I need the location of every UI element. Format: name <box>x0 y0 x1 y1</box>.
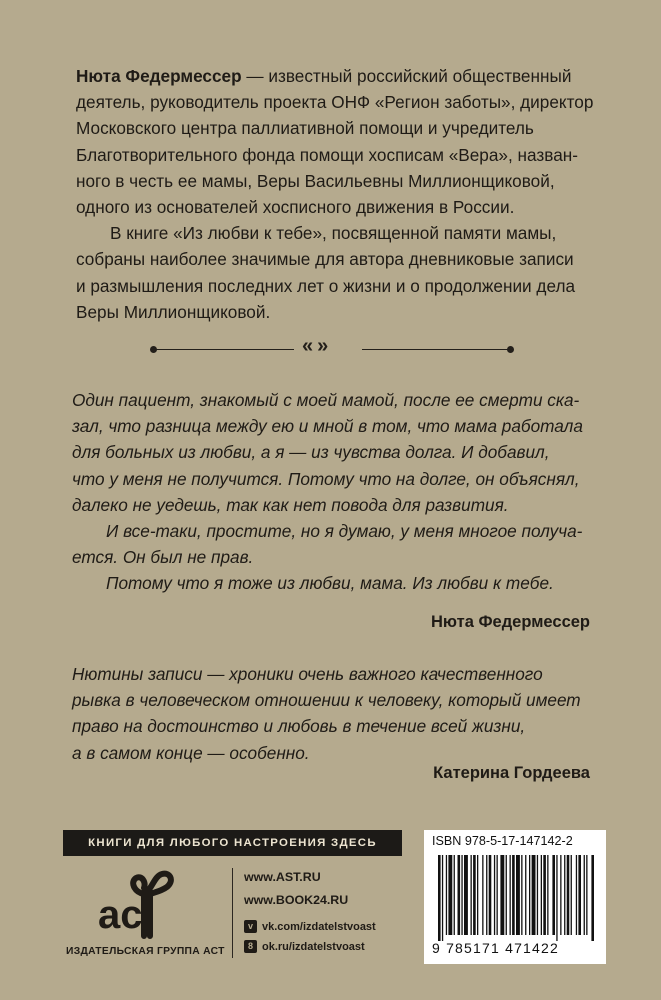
barcode-bar <box>567 855 570 935</box>
promo-banner: КНИГИ ДЛЯ ЛЮБОГО НАСТРОЕНИЯ ЗДЕСЬ <box>63 830 402 856</box>
barcode-bar <box>521 855 522 935</box>
barcode-bar <box>458 855 461 935</box>
barcode-bar <box>560 855 561 935</box>
barcode-bar <box>446 855 447 935</box>
review-line: а в самом конце — особенно. <box>72 742 310 763</box>
barcode-bar <box>461 855 462 935</box>
barcode-bar <box>529 855 530 935</box>
barcode-bar <box>552 855 555 935</box>
odnoklassniki-icon: 8 <box>244 940 257 953</box>
barcode-bar <box>448 855 452 935</box>
review-line: рывка в человеческом отношении к человеку, который имеет <box>72 690 581 711</box>
ast-logo <box>84 862 184 942</box>
quote-line: И все-таки, простите, но я думаю, у меня многое получа- <box>106 521 583 542</box>
barcode-bar <box>473 855 476 935</box>
barcode-bar <box>497 855 498 935</box>
isbn-barcode-box <box>424 830 606 964</box>
quote-line: для больных из любви, а я — из чувства долга. И добавил, <box>72 442 550 463</box>
bio-line: одного из основателей хосписного движения в России. <box>76 197 515 218</box>
barcode-bar <box>541 855 542 935</box>
divider-line <box>156 349 294 350</box>
review-text <box>72 661 602 766</box>
barcode-bar <box>482 855 483 935</box>
bio-line: Московского центра паллиативной помощи и учредитель <box>76 118 534 139</box>
barcode-bar <box>477 855 478 935</box>
barcode <box>434 855 598 941</box>
barcode-bar <box>516 855 520 935</box>
barcode-bar <box>471 855 472 935</box>
bio-line: деятель, руководитель проекта ОНФ «Регион заботы», директор <box>76 92 594 113</box>
divider-quote-marks: «» <box>302 335 333 357</box>
quote-line: что у меня не получится. Потому что на долге, он объяснял, <box>72 468 580 489</box>
barcode-bar <box>564 855 565 935</box>
divider-dot <box>507 346 514 353</box>
barcode-bar <box>442 855 443 941</box>
publisher-caption: ИЗДАТЕЛЬСКАЯ ГРУППА АСТ <box>66 946 225 957</box>
isbn-digits: 9 785171 471422 <box>432 940 559 956</box>
barcode-bar <box>532 855 536 935</box>
bio-line: и размышления последних лет о жизни и о продолжении дела <box>76 275 576 296</box>
bio-line: Веры Миллионщиковой. <box>76 301 271 322</box>
barcode-bar <box>489 855 492 935</box>
bio-line: ного в честь ее мамы, Веры Васильевны Миллионщиковой, <box>76 170 555 191</box>
barcode-bar <box>454 855 455 935</box>
barcode-bar <box>576 855 577 935</box>
review-line: Нютины записи — хроники очень важного качественного <box>72 664 543 684</box>
bio-line: В книге «Из любви к тебе», посвященной памяти мамы, <box>110 223 557 244</box>
site-link-ast[interactable]: www.AST.RU <box>244 870 321 884</box>
logo-text: ас <box>98 893 143 937</box>
ornament-divider <box>150 335 514 360</box>
barcode-bar <box>547 855 548 935</box>
review-line: право на достоинство и любовь в течение всей жизни, <box>72 716 526 737</box>
barcode-bar <box>438 855 441 941</box>
barcode-bar <box>571 855 572 935</box>
quote-signature: Нюта Федермессер <box>431 613 590 631</box>
author-quote <box>72 387 602 597</box>
bio-line: Благотворительного фонда помощи хосписам «Вера», назван- <box>76 144 578 165</box>
publisher-separator <box>232 868 233 958</box>
barcode-bar <box>591 855 594 941</box>
quote-line: Потому что я тоже из любви, мама. Из любви к тебе. <box>106 573 554 594</box>
author-bio: Нюта Федермессер — известный российский общественный деятель, руководитель проекта ОНФ «Регион заботы», директор Московского центра паллиативной помощи и учредитель Благотворительного фонда помощи хосписам «Вера», назван- ного в честь ее мамы, Веры Васильевны Миллионщиковой, одного из основателей хосписного движения в России. В книге «Из любви к тебе», посвященной памяти мамы, собраны наиболее значимые для автора дневниковые записи и размышления последних лет о жизни и о продолжении дела Веры Миллионщиковой. <box>76 63 596 325</box>
bio-line: собраны наиболее значимые для автора дневниковые записи <box>76 249 574 270</box>
barcode-bar <box>584 855 585 935</box>
barcode-bar <box>464 855 468 935</box>
quote-line: зал, что разница между ею и мной в том, что мама работала <box>72 416 583 437</box>
barcode-bar <box>556 855 557 941</box>
isbn-label: ISBN 978-5-17-147142-2 <box>432 834 573 848</box>
barcode-bar <box>525 855 526 935</box>
vk-link[interactable]: v vk.com/izdatelstvoast <box>244 920 376 933</box>
barcode-bar <box>506 855 507 935</box>
review-signature: Катерина Гордеева <box>433 764 590 782</box>
barcode-bar <box>512 855 515 935</box>
barcode-bar <box>494 855 495 935</box>
barcode-bar <box>500 855 504 935</box>
barcode-bar <box>543 855 546 935</box>
ok-link[interactable]: 8 ok.ru/izdatelstvoast <box>244 940 365 953</box>
site-link-book24[interactable]: www.BOOK24.RU <box>244 893 349 907</box>
vk-icon: v <box>244 920 257 933</box>
barcode-bar <box>486 855 487 935</box>
author-name: Нюта Федермессер <box>76 66 242 86</box>
quote-line: Один пациент, знакомый с моей мамой, после ее смерти ска- <box>72 390 580 410</box>
quote-line: далеко не уедешь, так как нет повода для развития. <box>72 494 509 515</box>
barcode-bar <box>537 855 538 935</box>
barcode-bar <box>586 855 587 935</box>
divider-line <box>362 349 508 350</box>
quote-line: ется. Он был не прав. <box>72 547 254 568</box>
barcode-bar <box>578 855 581 935</box>
barcode-bar <box>510 855 511 935</box>
